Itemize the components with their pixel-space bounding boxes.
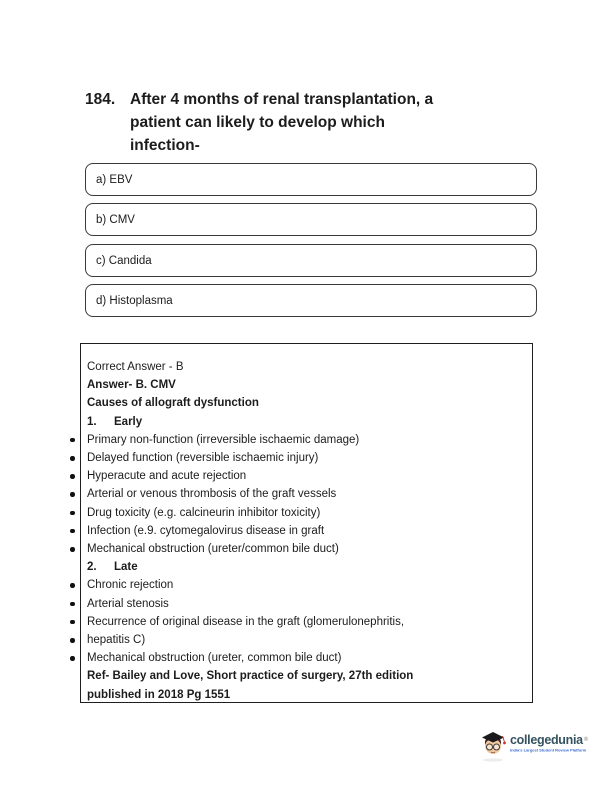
reference-line: published in 2018 Pg 1551 <box>87 688 231 701</box>
answer-line: Answer- B. CMV <box>87 379 176 392</box>
option-a-label: a) EBV <box>96 173 133 186</box>
late-section-heading <box>87 558 524 576</box>
mascot-icon <box>480 729 508 762</box>
early-item: Hyperacute and acute rejection <box>87 467 524 485</box>
brand-tagline: India's Largest Student Review Platform <box>510 748 587 753</box>
early-item: Drug toxicity (e.g. calcineurin inhibitor toxicity) <box>87 504 524 522</box>
early-section-number: 1. <box>87 415 97 428</box>
early-item: Delayed function (reversible ischaemic injury) <box>87 449 524 467</box>
option-d-label: d) Histoplasma <box>96 294 173 307</box>
collegedunia-logo <box>480 729 612 762</box>
late-section-label: Late <box>114 561 138 574</box>
late-section-number: 2. <box>87 561 97 574</box>
late-item: Mechanical obstruction (ureter, common bile duct) <box>87 649 524 667</box>
early-item: Infection (e.9. cytomegalovirus disease in graft <box>87 522 524 540</box>
option-d[interactable] <box>85 284 537 317</box>
late-item: hepatitis C) <box>87 631 524 649</box>
early-item: Primary non-function (irreversible ischaemic damage) <box>87 431 524 449</box>
correct-answer-line: Correct Answer - B <box>87 361 184 373</box>
registered-mark-icon: ® <box>583 737 588 743</box>
brand-label: collegedunia <box>510 733 583 747</box>
option-c-label: c) Candida <box>96 254 152 267</box>
brand-name <box>510 734 612 747</box>
option-a[interactable] <box>85 163 537 196</box>
option-c[interactable] <box>85 244 537 277</box>
question-number: 184. <box>85 91 116 108</box>
answer-box <box>80 343 533 703</box>
question-text <box>130 88 433 157</box>
answer-content <box>81 344 532 704</box>
question <box>85 88 545 157</box>
reference-line: Ref- Bailey and Love, Short practice of surgery, 27th edition <box>87 670 414 683</box>
logo-text <box>510 729 612 757</box>
question-line: After 4 months of renal transplantation, a <box>130 91 434 108</box>
option-b-label: b) CMV <box>96 213 135 226</box>
early-item: Mechanical obstruction (ureter/common bile duct) <box>87 540 524 558</box>
early-item: Arterial or venous thrombosis of the graft vessels <box>87 485 524 503</box>
late-item: Chronic rejection <box>87 576 524 594</box>
late-item: Recurrence of original disease in the graft (glomerulonephritis, <box>87 613 524 631</box>
early-section-label: Early <box>114 415 143 428</box>
early-section-heading <box>87 413 524 431</box>
late-item: Arterial stenosis <box>87 595 524 613</box>
option-b[interactable] <box>85 203 537 236</box>
question-line: infection- <box>130 137 200 154</box>
question-line: patient can likely to develop which <box>130 114 385 131</box>
answer-heading: Causes of allograft dysfunction <box>87 397 259 410</box>
